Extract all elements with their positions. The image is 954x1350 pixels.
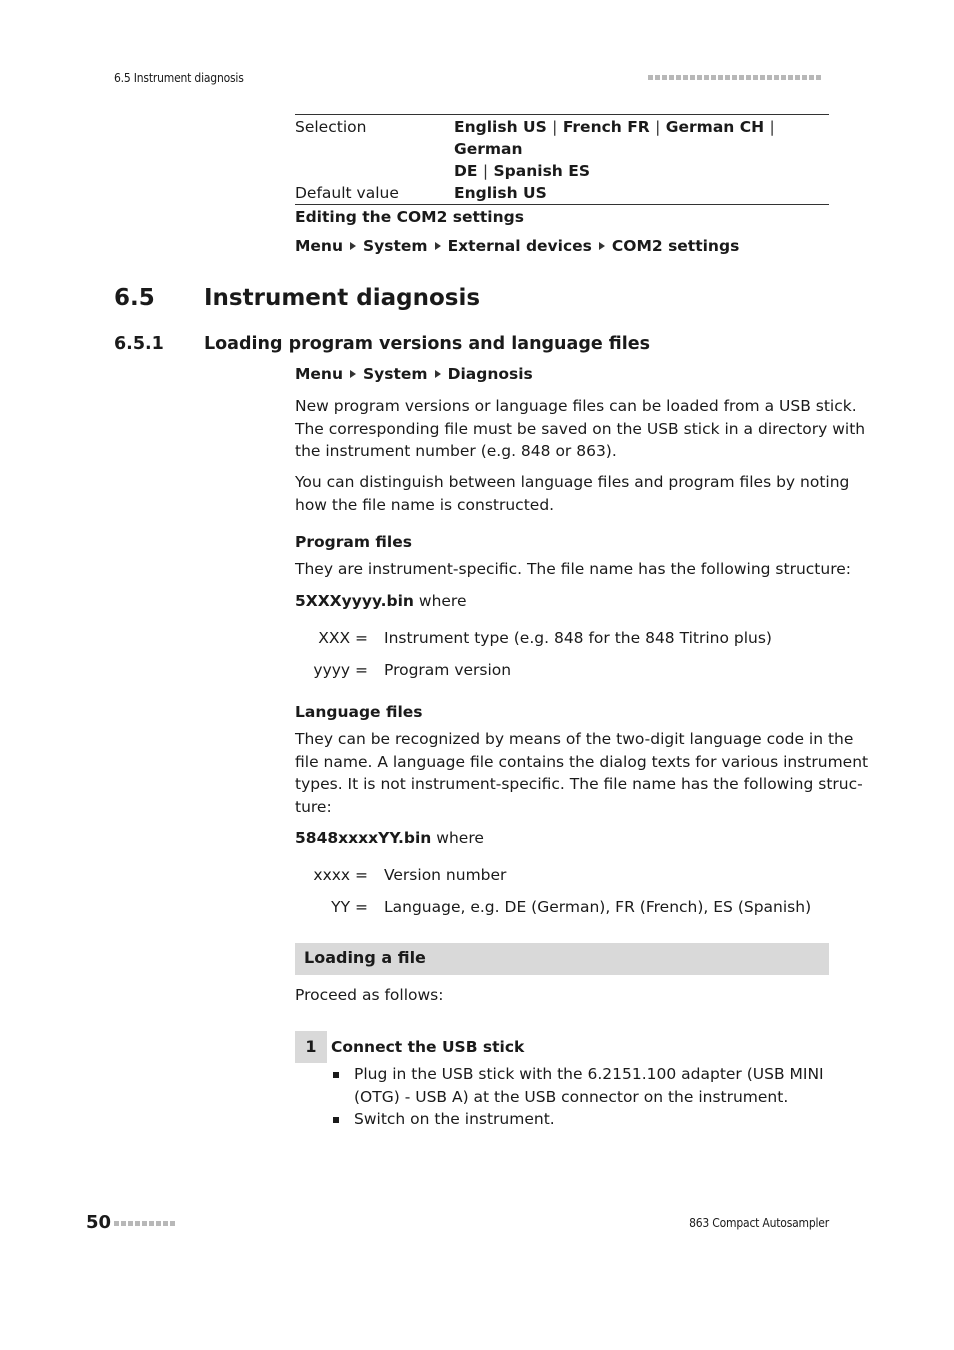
program-files-heading: Program files [295, 533, 412, 551]
arrow-right-icon [350, 242, 356, 250]
menu-path-item: Menu [295, 365, 344, 383]
text-line: Switch on the instrument. [354, 1110, 555, 1128]
program-file-pattern [295, 590, 467, 613]
arrow-right-icon [350, 370, 356, 378]
separator: | [482, 162, 489, 180]
option-german-de-part1: German [454, 140, 523, 158]
text-line: (OTG) - USB A) at the USB connector on the instrument. [354, 1087, 789, 1106]
text-line: Plug in the USB stick with the 6.2151.100 adapter (USB MINI [354, 1065, 824, 1083]
definition-row [295, 864, 506, 886]
table-row-default [295, 182, 829, 204]
definition-row [295, 659, 511, 681]
definition-desc: Instrument type (e.g. 848 for the 848 Titrino plus) [384, 629, 772, 647]
separator: | [552, 118, 558, 136]
step-number-badge: 1 [295, 1031, 327, 1063]
menu-path-item: External devices [447, 237, 592, 255]
paragraph-distinguish [295, 471, 849, 516]
definition-term: yyyy = [313, 661, 368, 679]
subsection-number: 6.5.1 [114, 334, 164, 354]
program-files-intro: They are instrument-specific. The file name has the following structure: [295, 560, 851, 578]
header-dot-rule [648, 75, 821, 80]
editing-heading: Editing the COM2 settings [295, 208, 524, 226]
text-line: types. It is not instrument-specific. The file name has the following struc- [295, 775, 863, 793]
language-files-definitions [295, 864, 506, 886]
language-files-definitions [295, 896, 811, 918]
section-title: Instrument diagnosis [204, 285, 481, 311]
text-line: ture: [295, 797, 332, 816]
pattern-suffix: where [431, 829, 484, 847]
text-line: file name. A language file contains the dialog texts for various instrument [295, 752, 869, 771]
language-files-heading: Language files [295, 703, 423, 721]
menu-path-item: Menu [295, 237, 344, 255]
selection-values [454, 116, 829, 182]
section-number: 6.5 [114, 285, 155, 311]
definition-term: XXX = [318, 629, 368, 647]
separator: | [655, 118, 661, 136]
text-line: how the file name is constructed. [295, 495, 555, 514]
pattern-name: 5848xxxxYY.bin [295, 829, 432, 847]
parameter-table [295, 114, 829, 205]
footer-dot-rule [114, 1221, 175, 1226]
step-bullet-item [354, 1108, 555, 1131]
arrow-right-icon [435, 370, 441, 378]
text-line: New program versions or language files can be loaded from a USB stick. [295, 397, 857, 415]
menu-path-item: COM2 settings [611, 237, 740, 255]
definition-term: xxxx = [313, 866, 368, 884]
definition-desc: Language, e.g. DE (German), FR (French), ES (Spanish) [384, 898, 812, 916]
running-header-title: 6.5 Instrument diagnosis [114, 71, 244, 85]
diagnosis-menu-path [295, 363, 533, 386]
menu-path-item: System [363, 365, 428, 383]
editing-menu-path [295, 235, 739, 258]
option-english-us: English US [454, 118, 547, 136]
footer-product-name: 863 Compact Autosampler [689, 1216, 829, 1230]
bullet-icon [333, 1117, 339, 1123]
step-title: Connect the USB stick [331, 1038, 525, 1056]
arrow-right-icon [599, 242, 605, 250]
program-files-definitions [295, 659, 511, 681]
option-spanish-es: Spanish ES [493, 162, 590, 180]
text-line: You can distinguish between language files and program files by noting [295, 473, 850, 491]
definition-row [295, 896, 811, 918]
loading-file-banner [295, 943, 829, 975]
default-value-label: Default value [295, 184, 399, 202]
text-line: the instrument number (e.g. 848 or 863). [295, 442, 617, 460]
option-german-de-part2: DE [454, 162, 478, 180]
text-line: The corresponding file must be saved on the USB stick in a directory with [295, 419, 866, 438]
page-number: 50 [86, 1212, 112, 1233]
menu-path-item: System [363, 237, 428, 255]
step-bullet-item [354, 1063, 824, 1108]
separator: | [769, 118, 775, 136]
language-files-intro [295, 728, 868, 818]
definition-term: YY = [331, 898, 368, 916]
arrow-right-icon [435, 242, 441, 250]
proceed-text: Proceed as follows: [295, 986, 444, 1004]
option-german-ch: German CH [665, 118, 765, 136]
pattern-name: 5XXXyyyy.bin [295, 592, 414, 610]
option-french-fr: French FR [562, 118, 650, 136]
language-file-pattern [295, 827, 484, 850]
paragraph-usb-loading [295, 395, 865, 463]
program-files-definitions [295, 627, 772, 649]
text-line: They can be recognized by means of the two-digit language code in the [295, 730, 854, 748]
table-row-selection [295, 115, 829, 182]
definition-desc: Program version [384, 661, 512, 679]
pattern-suffix: where [413, 592, 467, 610]
loading-file-heading: Loading a file [304, 948, 426, 967]
default-value: English US [454, 184, 547, 202]
subsection-title: Loading program versions and language files [204, 334, 651, 354]
selection-label: Selection [295, 118, 367, 136]
menu-path-item: Diagnosis [447, 365, 533, 383]
bullet-icon [333, 1072, 339, 1078]
definition-desc: Version number [384, 866, 507, 884]
definition-row [295, 627, 772, 649]
